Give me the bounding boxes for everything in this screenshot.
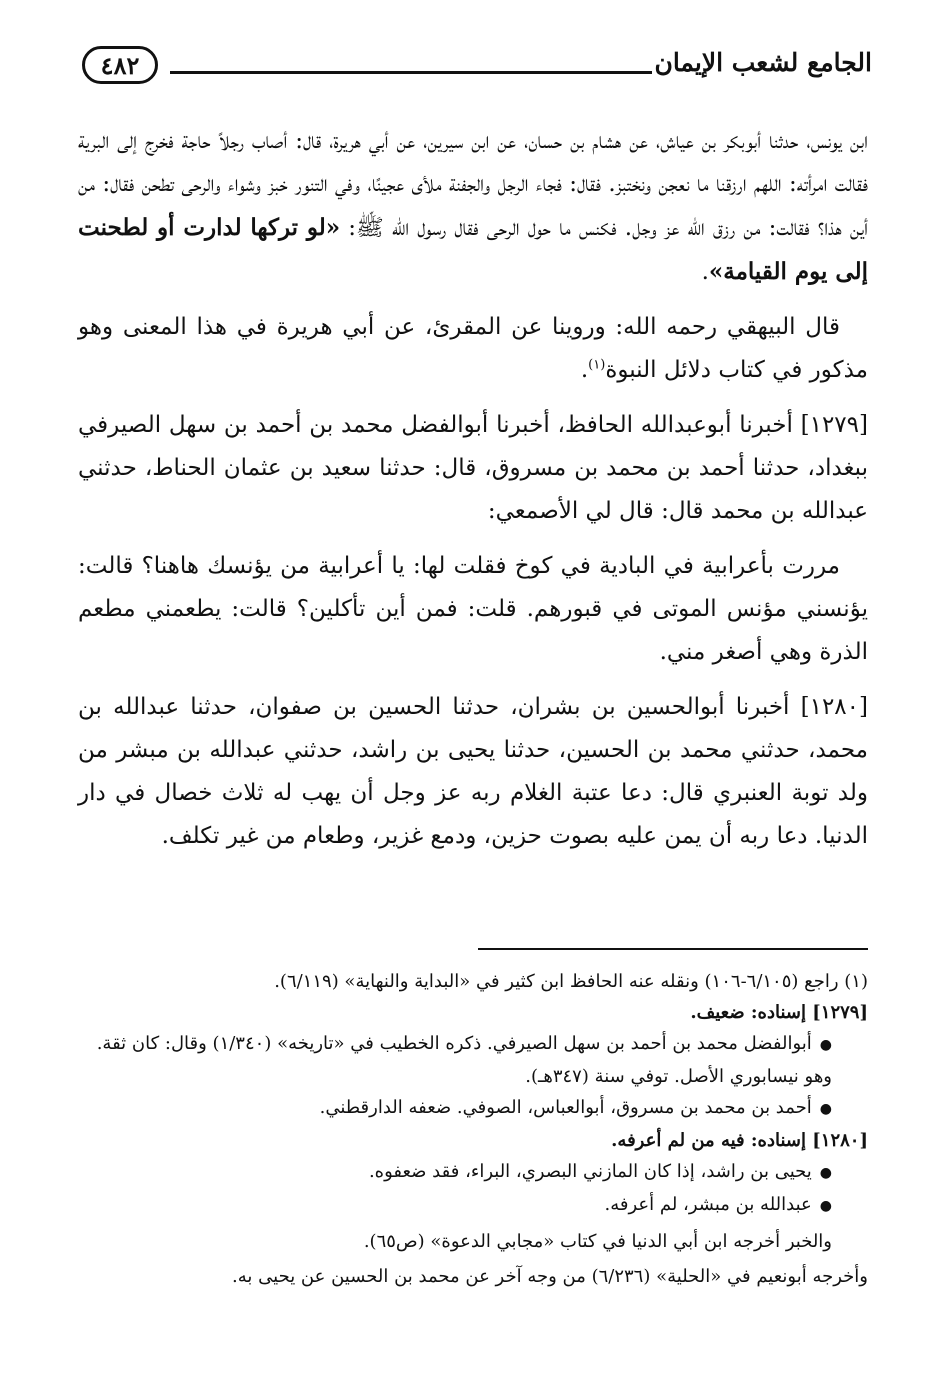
bullet-icon: ● [819,1101,832,1117]
paragraph-2-end: . [580,357,589,383]
footnote-1280-item-2-text: عبدالله بن مبشر، لم أعرفه. [604,1194,812,1215]
footnote-1279-item-1 [78,1028,868,1092]
bullet-icon: ● [819,1165,832,1181]
paragraph-5 [78,686,868,858]
footnote-1280-heading: [١٢٨٠] إسناده: فيه من لم أعرفه. [611,1130,868,1151]
footnote-1279-item-1-text: أبوالفضل محمد بن أحمد بن سهل الصيرفي. ذكره الخطيب في «تاريخه» (١/٣٤٠) وقال: كان ثقة. وهو نيسابوري الأصل. توفي سنة (٣٤٧هـ). [96,1033,832,1087]
paragraph-3-text: أخبرنا أبوعبدالله الحافظ، أخبرنا أبوالفضل محمد بن أحمد بن سهل الصيرفي ببغداد، حدثنا أحمد بن محمد بن مسروق، قال: حدثنا سعيد بن عثمان الحناط، حدثني عبدالله بن محمد قال: قال لي الأصمعي: [78,412,868,524]
footnote-1280-item-1-text: يحيى بن راشد، إذا كان المازني البصري، البراء، فقد ضعفوه. [368,1161,812,1182]
footnote-separator [478,948,868,950]
footnote-1280-line-2: وأخرجه أبونعيم في «الحلية» (٦/٢٣٦) من وجه آخر عن محمد بن الحسين عن يحيى به. [232,1266,868,1287]
hadith-number-1279: [١٢٧٩] [800,412,868,438]
page-header [70,38,872,94]
paragraph-3 [78,404,868,533]
paragraph-1 [78,120,868,294]
paragraph-2-text: قال البيهقي رحمه الله: وروينا عن المقرئ، عن أبي هريرة في هذا المعنى وهو مذكور في كتاب دلائل النبوة [78,314,868,383]
main-text [78,120,868,870]
bullet-icon: ● [819,1198,832,1214]
paragraph-1-text: ابن يونس، حدثنا أبوبكر بن عياش، عن هشام بن حسان، عن ابن سيرين، عن أبي هريرة، قال: أصاب رجلاً حاجة فخرج إلى البرية فقالت امرأته: اللهم ارزقنا ما نعجن ونختبز. فقال: فجاء الرجل والجفنة ملأى عجينًا، وفي التنور خبز وشواء والرحى تطحن فقال: من أين هذا؟ فقالت: من رزق الله عز وجل. فكنس ما حول الرحى فقال رسول الله ﷺ: [78,128,868,241]
paragraph-4-text: مررت بأعرابية في البادية في كوخ فقلت لها: يا أعرابية من يؤنسك هاهنا؟ قالت: يؤنسني مؤنس الموتى في قبورهم. قلت: فمن أين تأكلين؟ قالت: يطعمني مطعم الذرة وهي أصغر مني. [78,553,868,665]
page-number: ٤٨٢ [82,46,158,84]
footnote-1280-item-1 [78,1156,868,1189]
footnote-1279-heading: [١٢٧٩] إسناده: ضعيف. [690,1002,868,1023]
hadith-quote: «لو تركها لدارت أو لطحنت إلى يوم القيامة» [78,214,868,285]
bullet-icon: ● [819,1037,832,1053]
paragraph-5-text: أخبرنا أبوالحسين بن بشران، حدثنا الحسين بن صفوان، حدثنا عبدالله بن محمد، حدثني محمد بن الحسين، حدثنا يحيى بن راشد، حدثني عبدالله بن مبشر من ولد توبة العنبري قال: دعا عتبة الغلام ربه عز وجل أن يهب له ثلاث خصال في دار الدنيا. دعا ربه أن يمن عليه بصوت حزين، ودمع غزير، وطعام من غير تكلف. [78,694,868,849]
running-title: الجامع لشعب الإيمان [654,48,872,77]
paragraph-2 [78,306,868,392]
hadith-number-1280: [١٢٨٠] [800,694,868,720]
footnote-1279-item-2 [78,1092,868,1125]
paragraph-1-end: . [701,259,709,285]
footnote-1280-item-2 [78,1189,868,1222]
footnote-reference: (١) [588,357,606,373]
footnote-1: (١) راجع (٦/١٠٥-١٠٦) ونقله عنه الحافظ ابن كثير في «البداية والنهاية» (٦/١١٩). [274,971,868,992]
footnotes [78,966,868,1292]
header-rule [170,71,652,74]
footnote-1279-item-2-text: أحمد بن محمد بن مسروق، أبوالعباس، الصوفي. ضعفه الدارقطني. [319,1097,812,1118]
paragraph-4 [78,545,868,674]
footnote-1280-line-1: والخبر أخرجه ابن أبي الدنيا في كتاب «مجابي الدعوة» (ص٦٥). [363,1231,832,1252]
